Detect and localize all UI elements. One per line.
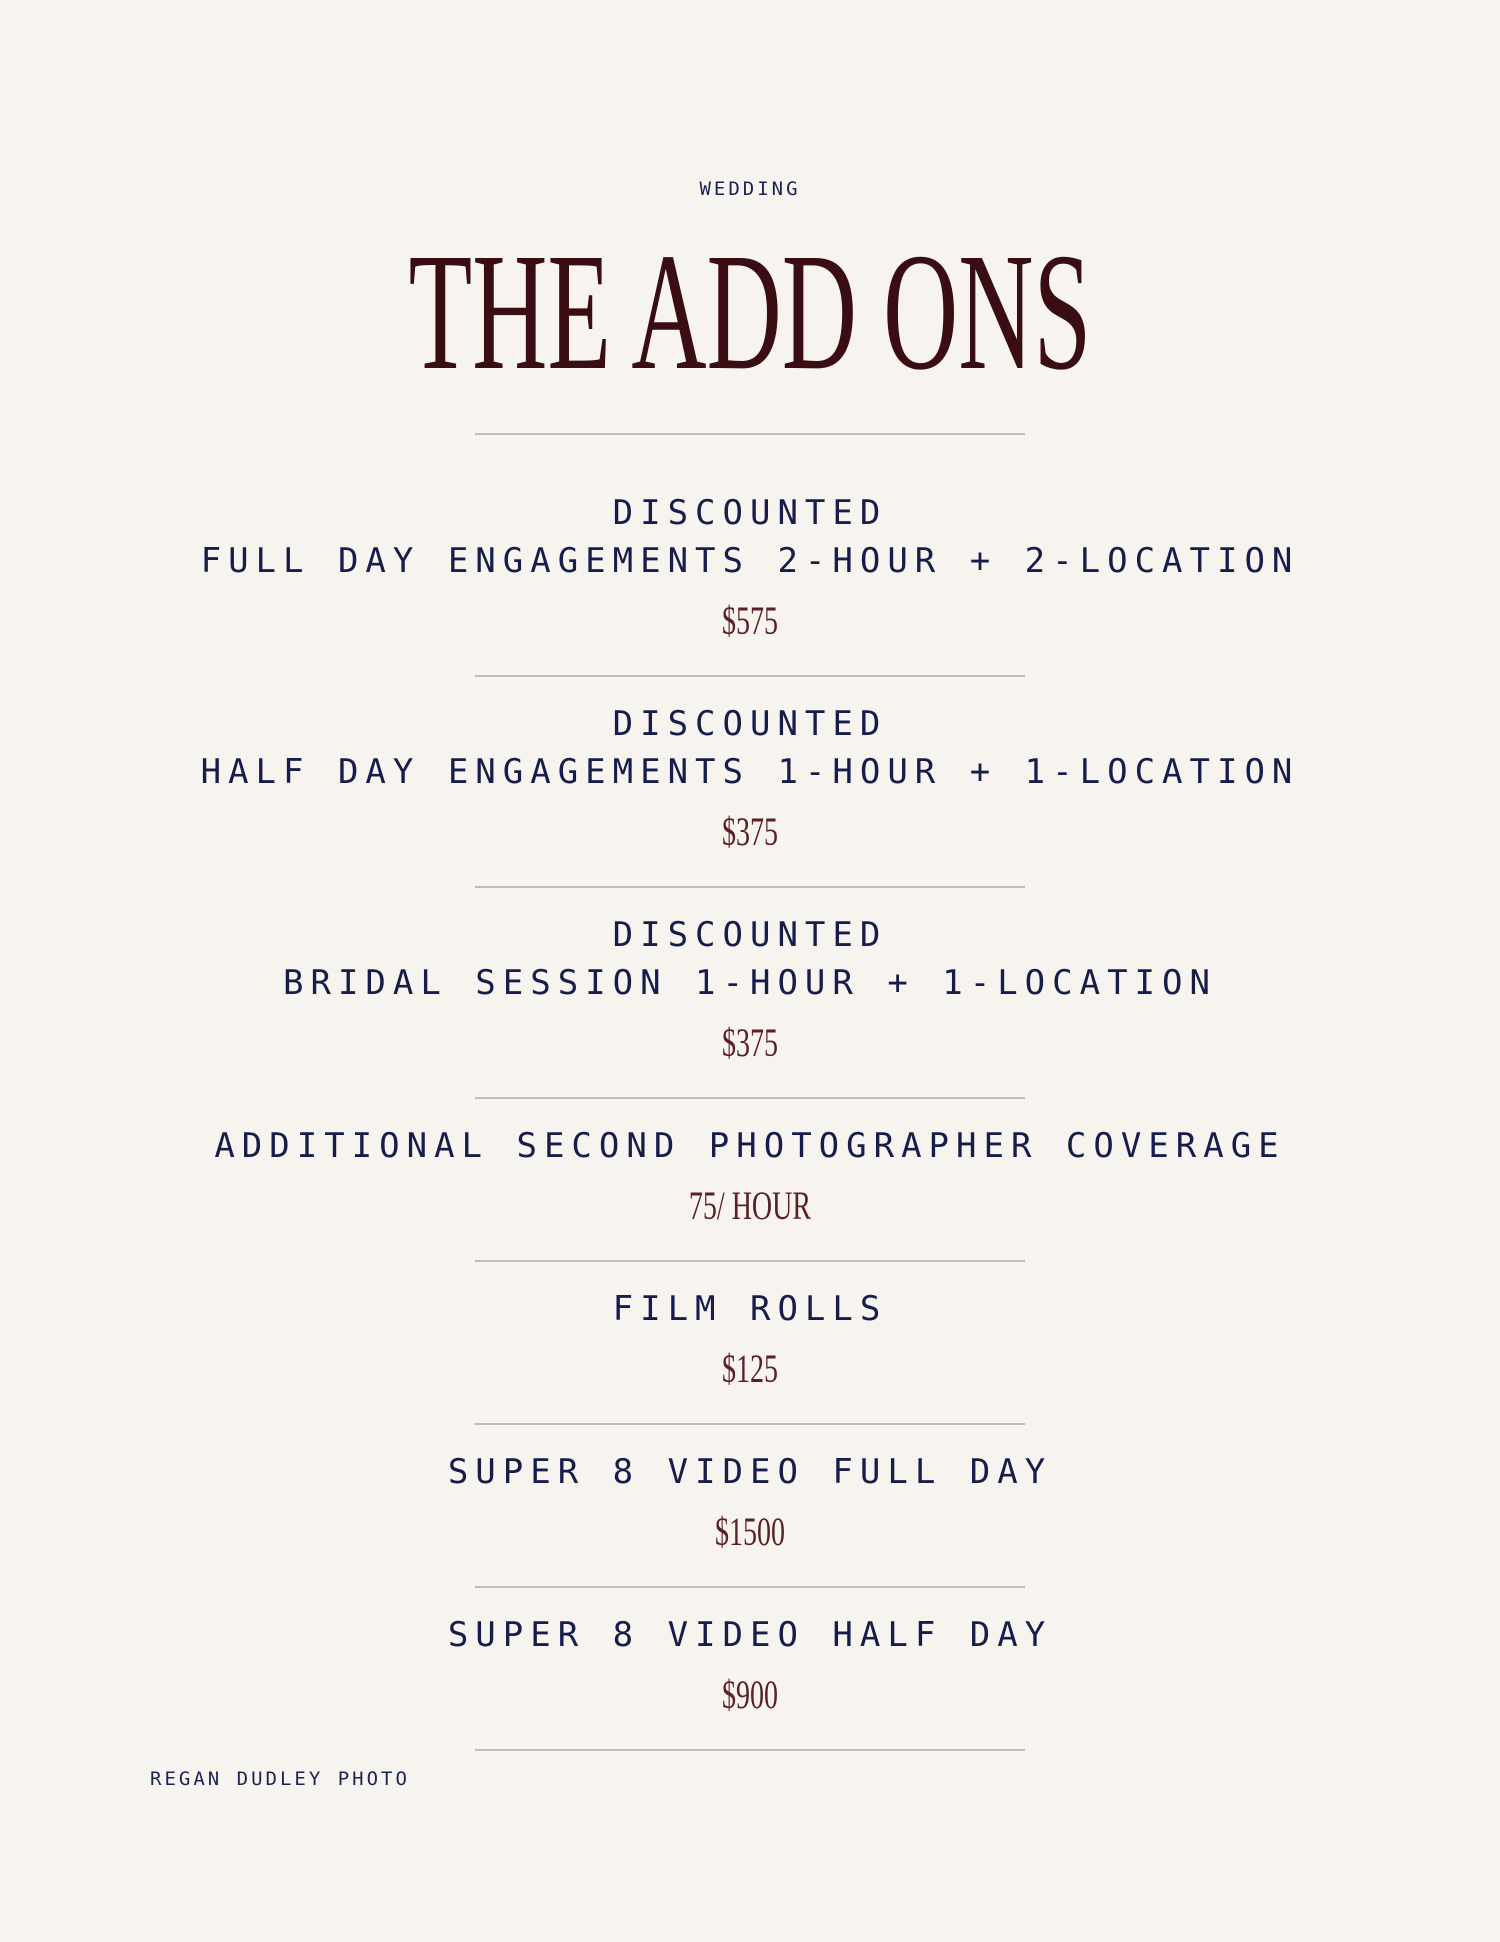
- addon-5-line1: FILM ROLLS: [612, 1289, 888, 1329]
- addon-3-line2: BRIDAL SESSION 1-HOUR + 1-LOCATION: [283, 963, 1217, 1003]
- divider-2: [475, 886, 1025, 888]
- addon-2-line1: DISCOUNTED: [612, 704, 888, 744]
- addon-5-price: $125: [722, 1346, 778, 1391]
- divider-top: [475, 433, 1025, 435]
- addon-1-price: $575: [722, 598, 778, 643]
- divider-bottom: [475, 1749, 1025, 1751]
- addon-6-price: $1500: [715, 1509, 785, 1554]
- divider-1: [475, 675, 1025, 677]
- addon-1-line1: DISCOUNTED: [612, 493, 888, 533]
- divider-4: [475, 1260, 1025, 1262]
- divider-6: [475, 1586, 1025, 1588]
- addon-1-line2: FULL DAY ENGAGEMENTS 2-HOUR + 2-LOCATION: [200, 541, 1300, 581]
- addon-7-price: $900: [722, 1672, 778, 1717]
- section-eyebrow: WEDDING: [699, 178, 801, 200]
- footer-brand: REGAN DUDLEY PHOTO: [150, 1768, 410, 1790]
- addon-4-line1: ADDITIONAL SECOND PHOTOGRAPHER COVERAGE: [214, 1126, 1286, 1166]
- page-title: THE ADD ONS: [408, 219, 1092, 405]
- addon-2-price: $375: [722, 809, 778, 854]
- addon-3-price: $375: [722, 1020, 778, 1065]
- addon-4-price: 75/ HOUR: [688, 1183, 812, 1228]
- divider-3: [475, 1097, 1025, 1099]
- addon-2-line2: HALF DAY ENGAGEMENTS 1-HOUR + 1-LOCATION: [200, 752, 1300, 792]
- addon-6-line1: SUPER 8 VIDEO FULL DAY: [447, 1452, 1053, 1492]
- divider-5: [475, 1423, 1025, 1425]
- addon-3-line1: DISCOUNTED: [612, 915, 888, 955]
- addon-7-line1: SUPER 8 VIDEO HALF DAY: [447, 1615, 1053, 1655]
